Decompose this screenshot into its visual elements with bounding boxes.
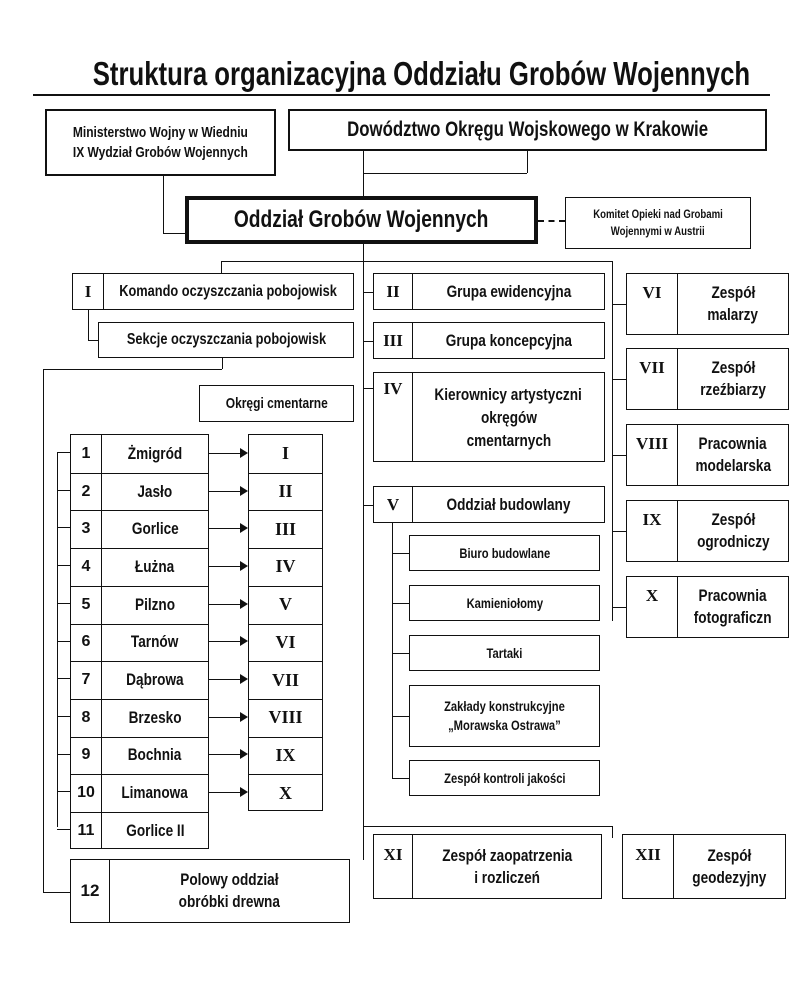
- commando-num: I: [84, 281, 92, 301]
- connector: [363, 151, 364, 173]
- connector: [163, 176, 164, 233]
- middle-group-num: II: [386, 281, 400, 301]
- committee-line-1: Komitet Opieki nad Grobami: [593, 207, 723, 221]
- arrow-head-icon: [240, 448, 248, 458]
- connector: [612, 304, 626, 305]
- district-name-cell: [102, 812, 208, 850]
- district-num: 7: [81, 671, 91, 689]
- connector: [363, 826, 612, 827]
- district-num: 10: [77, 784, 95, 802]
- connector: [163, 233, 185, 234]
- district-name-cell: [102, 548, 208, 586]
- district-roman: VII: [271, 669, 299, 690]
- main-department-label: Oddział Grobów Wojennych: [234, 206, 489, 233]
- field-unit-line-2: obróbki drewna: [178, 892, 281, 911]
- field-unit-box: [70, 859, 350, 923]
- arrow-head-icon: [240, 674, 248, 684]
- district-command-label: Dowództwo Okręgu Wojskowego w Krakowie: [347, 118, 708, 141]
- arrow-line: [209, 566, 241, 567]
- arrow-line: [209, 679, 241, 680]
- dashed-connector: [538, 220, 565, 222]
- connector: [57, 565, 70, 566]
- connector: [612, 261, 613, 621]
- connector: [57, 829, 70, 830]
- right-group-label: [678, 425, 788, 485]
- district-num: 5: [81, 595, 91, 613]
- right-group-line: Zespół: [711, 283, 755, 302]
- connector: [43, 369, 44, 892]
- district-name-cell: [102, 586, 208, 624]
- main-department-box: [185, 196, 538, 244]
- middle-group-line: Grupa koncepcyjna: [445, 331, 572, 350]
- ministry-line-1: Ministerstwo Wojny w Wiedniu: [72, 123, 248, 141]
- right-group-num: IX: [642, 510, 662, 529]
- right-group-line: rzeźbiarzy: [700, 380, 766, 399]
- arrow-line: [209, 453, 241, 454]
- right-group-line: ogrodniczy: [696, 532, 770, 551]
- construction-unit-box: [409, 535, 600, 571]
- middle-group-line: cmentarnych: [466, 430, 551, 450]
- construction-unit-box: [409, 635, 600, 671]
- connector: [57, 490, 70, 491]
- district-name-cell: [102, 661, 208, 699]
- connector: [57, 791, 70, 792]
- arrow-line: [209, 491, 241, 492]
- right-group-IX: [626, 500, 789, 562]
- middle-group-line: Oddział budowlany: [446, 495, 571, 514]
- construction-unit-box: [409, 685, 600, 747]
- right-group-label: [678, 349, 788, 409]
- construction-unit-box: [409, 760, 600, 796]
- connector: [363, 261, 364, 272]
- commando-label: Komando oczyszczania pobojowisk: [119, 282, 338, 300]
- middle-group-num: V: [386, 494, 400, 514]
- bottom-group-label: [413, 835, 601, 898]
- district-roman: I: [281, 443, 289, 464]
- district-roman: IV: [275, 556, 296, 577]
- district-num: 3: [81, 520, 91, 538]
- middle-group-III: [373, 322, 605, 359]
- district-name: Pilzno: [134, 594, 176, 614]
- arrow-line: [209, 754, 241, 755]
- district-roman: X: [279, 782, 292, 803]
- arrow-line: [209, 528, 241, 529]
- right-group-line: Zespół: [711, 510, 755, 529]
- connector: [57, 452, 58, 827]
- connector: [57, 603, 70, 604]
- right-group-line: Pracownia: [698, 434, 768, 453]
- middle-group-label: [413, 373, 604, 461]
- district-name: Brzesko: [128, 707, 182, 727]
- connector: [363, 173, 364, 197]
- connector: [392, 603, 409, 604]
- connector: [392, 716, 409, 717]
- middle-group-label: [413, 487, 604, 522]
- sections-label: Sekcje oczyszczania pobojowisk: [126, 331, 326, 348]
- field-unit-num: 12: [80, 881, 100, 900]
- district-name: Żmigród: [127, 443, 183, 463]
- middle-group-num: IV: [383, 379, 403, 398]
- bottom-group-line: Zespół zaopatrzenia: [441, 845, 572, 865]
- district-roman: III: [274, 518, 296, 539]
- bottom-group-line: Zespół: [707, 845, 752, 865]
- construction-unit-line: Biuro budowlane: [459, 544, 550, 561]
- district-name-cell: [102, 624, 208, 662]
- district-name: Łużna: [135, 556, 175, 576]
- district-num: 2: [81, 482, 91, 500]
- right-group-num: VI: [642, 283, 662, 302]
- right-group-label: [678, 501, 788, 561]
- district-name: Gorlice II: [125, 820, 185, 840]
- connector: [612, 826, 613, 838]
- committee-line-2: Wojennymi w Austrii: [611, 224, 705, 238]
- district-roman: II: [278, 481, 293, 502]
- connector: [221, 261, 612, 262]
- connector: [363, 272, 364, 860]
- arrow-head-icon: [240, 636, 248, 646]
- district-name-cell: [102, 510, 208, 548]
- district-name: Dąbrowa: [126, 670, 184, 690]
- district-num: 6: [81, 633, 91, 651]
- arrow-head-icon: [240, 712, 248, 722]
- construction-unit-line: Zakłady konstrukcyjne: [444, 698, 565, 714]
- arrow-line: [209, 641, 241, 642]
- district-name-cell: [102, 435, 208, 473]
- connector: [88, 340, 98, 341]
- bottom-group-label: [674, 835, 785, 898]
- connector: [363, 173, 527, 174]
- construction-unit-box: [409, 585, 600, 621]
- cemetery-districts-label: Okręgi cmentarne: [225, 395, 328, 412]
- bottom-group-num: XI: [383, 845, 403, 864]
- district-num: 1: [81, 444, 91, 462]
- construction-unit-line: Tartaki: [486, 644, 523, 661]
- arrow-line: [209, 792, 241, 793]
- page-title: [0, 55, 800, 93]
- bottom-group-num: XII: [635, 845, 661, 864]
- middle-group-num: III: [383, 330, 403, 350]
- middle-group-line: Kierownicy artystyczni: [434, 384, 583, 404]
- right-group-VI: [626, 273, 789, 335]
- district-name: Limanowa: [121, 783, 189, 803]
- field-unit-line-1: Polowy oddział: [180, 870, 279, 889]
- district-name: Gorlice: [131, 519, 179, 539]
- right-group-VII: [626, 348, 789, 410]
- connector: [363, 388, 373, 389]
- district-name: Tarnów: [131, 632, 179, 652]
- connector: [363, 292, 373, 293]
- bottom-group-XII: [622, 834, 786, 899]
- connector: [392, 553, 409, 554]
- connector: [57, 754, 70, 755]
- right-group-VIII: [626, 424, 789, 486]
- committee-box: [565, 197, 751, 249]
- connector: [612, 607, 626, 608]
- district-num: 4: [81, 557, 91, 575]
- connector: [612, 531, 626, 532]
- arrow-head-icon: [240, 486, 248, 496]
- construction-unit-line: Kamieniołomy: [466, 594, 543, 611]
- construction-unit-line: Zespół kontroli jakości: [443, 769, 566, 786]
- right-group-num: X: [645, 586, 659, 605]
- middle-group-label: [413, 274, 604, 309]
- district-num: 11: [77, 821, 95, 839]
- ministry-line-2: IX Wydział Grobów Wojennych: [73, 143, 248, 161]
- right-group-label: [678, 274, 788, 334]
- bottom-group-XI: [373, 834, 602, 899]
- district-roman: IX: [275, 744, 296, 765]
- commando-label-wrap: [104, 274, 353, 309]
- districts-table: [70, 434, 209, 849]
- bottom-group-line: geodezyjny: [692, 867, 767, 887]
- district-roman: VIII: [268, 707, 303, 728]
- connector: [43, 369, 222, 370]
- right-group-X: [626, 576, 789, 638]
- connector: [43, 892, 70, 893]
- district-command-box: [288, 109, 767, 151]
- arrow-head-icon: [240, 787, 248, 797]
- field-unit-label: [110, 860, 349, 922]
- arrow-head-icon: [240, 561, 248, 571]
- connector: [612, 379, 626, 380]
- middle-group-line: okręgów: [480, 407, 537, 427]
- arrow-head-icon: [240, 599, 248, 609]
- district-name: Bochnia: [128, 745, 182, 765]
- connector: [88, 310, 89, 340]
- connector: [363, 244, 364, 261]
- page-title-text: Struktura organizacyjna Oddziału Grobów Wojennych: [92, 55, 751, 92]
- connector: [363, 505, 373, 506]
- romans-table: [248, 434, 323, 811]
- middle-group-label: [413, 323, 604, 358]
- middle-group-V: [373, 486, 605, 523]
- connector: [363, 341, 373, 342]
- cemetery-districts-box: [199, 385, 354, 422]
- district-name-cell: [102, 737, 208, 775]
- arrow-line: [209, 604, 241, 605]
- right-group-num: VII: [639, 358, 665, 377]
- connector: [392, 653, 409, 654]
- arrow-head-icon: [240, 749, 248, 759]
- connector: [57, 527, 70, 528]
- title-underline: [33, 94, 770, 96]
- sections-box: [98, 322, 354, 358]
- right-group-line: Zespół: [711, 358, 755, 377]
- construction-unit-line: „Morawska Ostrawa”: [448, 717, 561, 733]
- connector: [57, 641, 70, 642]
- right-group-line: malarzy: [707, 305, 759, 324]
- connector: [222, 358, 223, 369]
- connector: [392, 522, 393, 778]
- connector: [392, 778, 409, 779]
- connector: [612, 455, 626, 456]
- connector: [57, 716, 70, 717]
- right-group-line: fotograficzn: [694, 608, 772, 627]
- connector: [57, 452, 70, 453]
- arrow-line: [209, 717, 241, 718]
- commando-box: [72, 273, 354, 310]
- middle-group-II: [373, 273, 605, 310]
- district-roman: VI: [275, 631, 296, 652]
- district-name-cell: [102, 774, 208, 812]
- district-name: Jasło: [137, 481, 173, 501]
- right-group-line: Pracownia: [698, 586, 768, 605]
- right-group-label: [678, 577, 788, 637]
- connector: [57, 678, 70, 679]
- district-name-cell: [102, 699, 208, 737]
- connector: [527, 151, 528, 173]
- district-roman: V: [279, 594, 292, 615]
- ministry-box: [45, 109, 276, 176]
- right-group-num: VIII: [635, 434, 669, 453]
- district-num: 8: [81, 708, 91, 726]
- district-name-cell: [102, 473, 208, 511]
- connector: [221, 261, 222, 273]
- bottom-group-line: i rozliczeń: [474, 867, 540, 887]
- district-num: 9: [81, 746, 91, 764]
- arrow-head-icon: [240, 523, 248, 533]
- middle-group-line: Grupa ewidencyjna: [446, 282, 571, 301]
- middle-group-IV: [373, 372, 605, 462]
- right-group-line: modelarska: [695, 456, 771, 475]
